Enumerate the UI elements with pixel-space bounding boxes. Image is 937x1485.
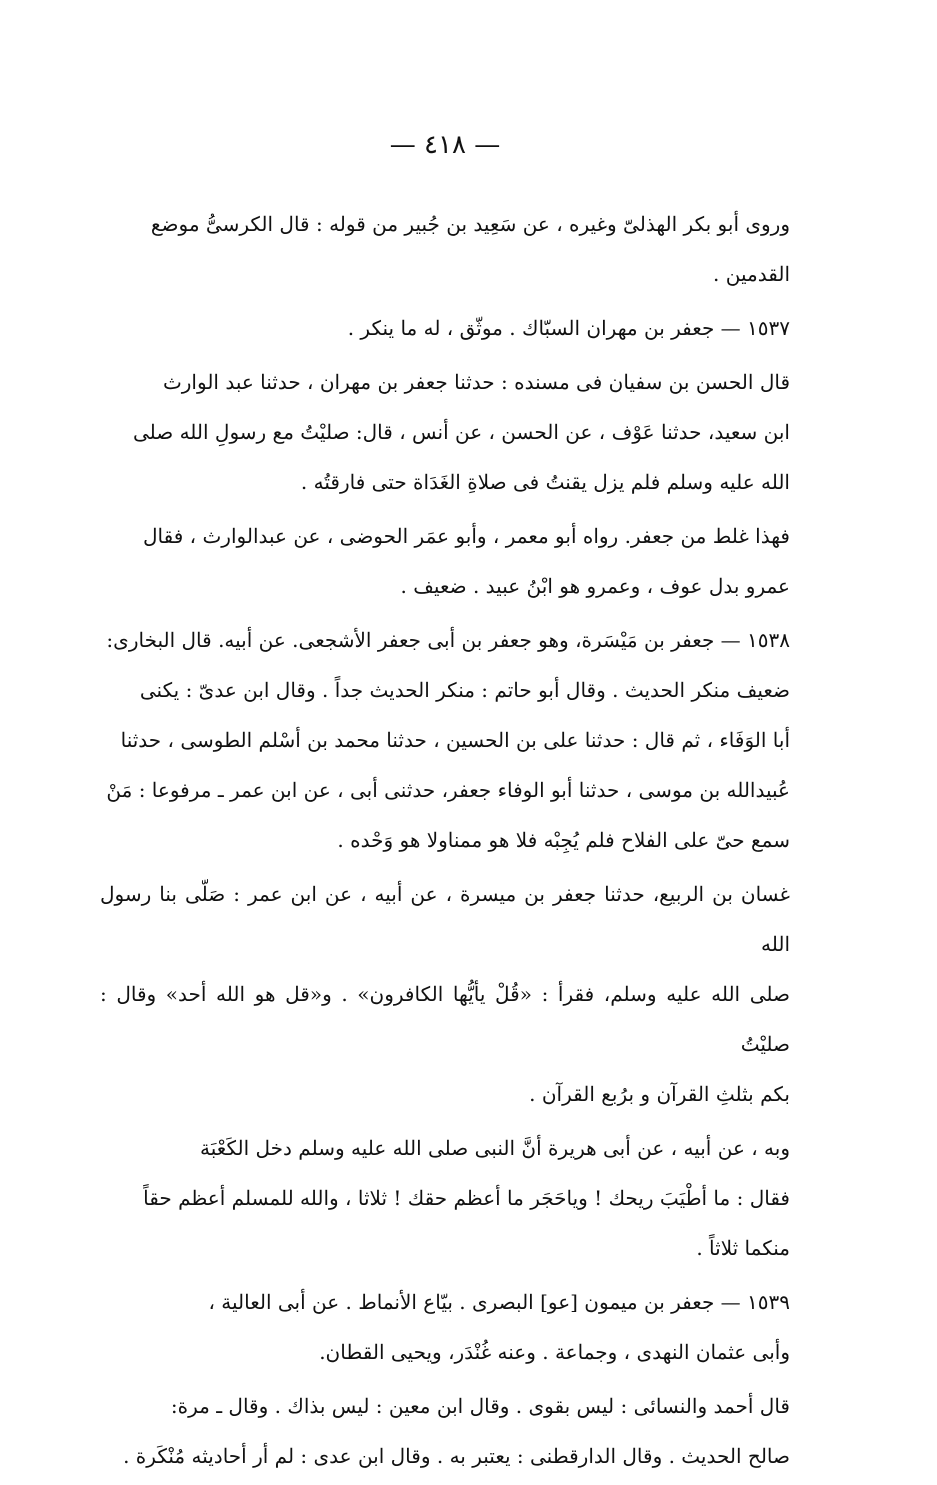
book-page [100,125,790,1485]
page-number: — ٤١٨ — [389,130,501,160]
paragraph-ahmad-nasai: قال أحمد والنسائى : ليس بقوى . وقال ابن معين : ليس بذاك . وقال ـ مرة: صالح الحديث . وقال الدارقطنى : يعتبر به . وقال ابن عدى : لم أر أحاديثه مُنْكَرة . [123,1394,790,1468]
entry-1537-heading: ١٥٣٧ — جعفر بن مهران السبّاك . موثّق ، له ما ينكر . [347,316,790,340]
paragraph-kaaba: وبه ، عن أبيه ، عن أبى هريرة أنَّ النبى صلى الله عليه وسلم دخل الكَعْبَة فقال : ما أطْيَبَ ريحك ! وياحَجَر ما أعظم حقك ! ثلاثا ، والله للمسلم أعظم حقاً منكما ثلاثاً . [143,1136,790,1260]
paragraph-ghassan: غسان بن الربيع، حدثنا جعفر بن ميسرة ، عن أبيه ، عن ابن عمر : صَلّى بنا رسول الله صلى الله عليه وسلم، فقرأ : «قُلْ يأيُّها الكافرون» . و«قل هو الله أحد» وقال : صليْتُ بكم بثلثِ القرآن و برُبع القرآن . [100,882,790,1106]
paragraph-kursi-quote: وروى أبو بكر الهذلىّ وغيره ، عن سَعِيد بن جُبير من قوله : قال الكرسىُّ موضع القدمين . [150,212,790,286]
entry-1539-paragraph: ١٥٣٩ — جعفر بن ميمون [عو] البصرى . بيّاع الأنماط . عن أبى العالية ، وأبى عثمان النهدى ، وجماعة . وعنه غُنْدَر، ويحيى القطان. [208,1290,790,1364]
paragraph-hasan-ibn-sufyan: قال الحسن بن سفيان فى مسنده : حدثنا جعفر بن مهران ، حدثنا عبد الوارث ابن سعيد، حدثنا عَوْف ، عن الحسن ، عن أنس ، قال: صليْتُ مع رسولِ الله صلى الله عليه وسلم فلم يزل يقنتُ فى صلاةِ الغَدَاة حتى فارقتُه . [132,370,790,494]
paragraph-error-note: فهذا غلط من جعفر. رواه أبو معمر ، وأبو عمَر الحوضى ، عن عبدالوارث ، فقال عمرو بدل عوف ، وعمرو هو ابْنُ عبيد . ضعيف . [143,524,790,598]
entry-1538-paragraph: ١٥٣٨ — جعفر بن مَيْسَرة، وهو جعفر بن أبى جعفر الأشجعى. عن أبيه. قال البخارى: ضعيف منكر الحديث . وقال أبو حاتم : منكر الحديث جداً . وقال ابن عدىّ : يكنى أبا الوَفَاء ، ثم قال : حدثنا على بن الحسين ، حدثنا محمد بن أسْلم الطوسى ، حدثنا عُبيدالله بن موسى ، حدثنا أبو الوفاء جعفر، حدثنى أبى ، عن ابن عمر ـ مرفوعا : مَنْ سمع حىّ على الفلاح فلم يُجِبْه فلا هو ممناولا هو وَحْده . [106,628,790,852]
